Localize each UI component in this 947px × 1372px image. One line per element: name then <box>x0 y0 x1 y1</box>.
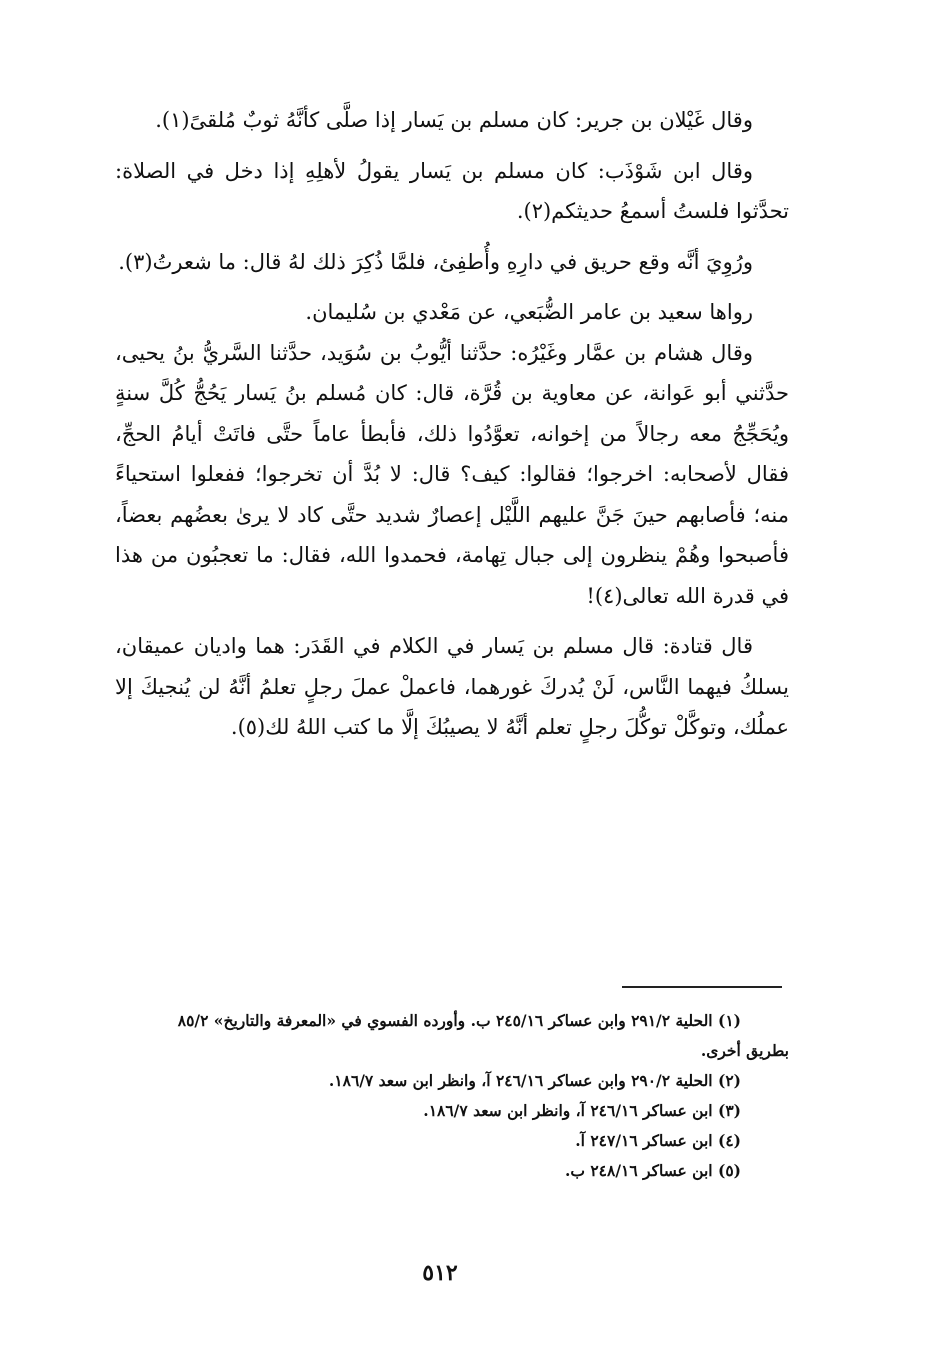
footnote-divider <box>622 986 782 988</box>
paragraph-6: قال قتادة: قال مسلم بن يَسار في الكلام في القَدَر: هما واديان عميقان، يسلكُ فيهما النَّاس، لَنْ يُدركَ غورهما، فاعملْ عملَ رجلٍ تعلمُ أنَّهُ لن يُنجيكَ إلا عملُك، وتوكَّلْ توكُّلَ رجلٍ تعلم أنَّهُ لا يصيبُكَ إلَّا ما كتب اللهُ لك(٥). <box>115 634 789 739</box>
footnote-4: (٤) ابن عساكر ٢٤٧/١٦ آ. <box>575 1131 741 1150</box>
footnote-2: (٢) الحلية ٢٩٠/٢ وابن عساكر ٢٤٦/١٦ آ، وانظر ابن سعد ١٨٦/٧. <box>328 1071 741 1090</box>
footnote-3: (٣) ابن عساكر ٢٤٦/١٦ آ، وانظر ابن سعد ١٨٦/٧. <box>423 1101 741 1120</box>
paragraph-4: رواها سعيد بن عامر الضُّبَعي، عن مَعْدي بن سُليمان. <box>305 300 753 324</box>
paragraph-2: وقال ابن شَوْذَب: كان مسلم بن يَسار يقولُ لأهلِهِ إذا دخل في الصلاة: تحدَّثوا فلستُ أسمعُ حديثكم(٢). <box>115 158 789 223</box>
paragraph-1: وقال غَيْلان بن جرير: كان مسلم بن يَسار إذا صلَّى كأنَّهُ ثوبٌ مُلقىً(١). <box>155 108 753 132</box>
page-number: ٥١٢ <box>422 1260 458 1286</box>
paragraph-5: وقال هشام بن عمَّار وغَيْرُه: حدَّثنا أيُّوبُ بن سُوَيد، حدَّثنا السَّريُّ بنُ يحيى، حدَّثني أبو عَوانة، عن معاوية بن قُرَّة، قال: كان مُسلم بنُ يَسار يَحُجُّ كُلَّ سنةٍ ويُحَجِّجُ معه رجالاً من إخوانه، تعوَّدُوا ذلك، فأبطأ عاماً حتَّى فاتَتْ أيامُ الحجِّ، فقال لأصحابه: اخرجوا؛ فقالوا: كيف؟ قال: لا بُدَّ أن تخرجوا؛ ففعلوا استحياءً منه؛ فأصابهم حينَ جَنَّ عليهم اللَّيْل إعصارٌ شديد حتَّى كاد لا يرىٰ بعضُهم بعضاً، فأصبحوا وهُمْ ينظرون إلى جبال تِهامة، فحمدوا الله، فقال: ما تعجبُون من هذا في قدرة الله تعالى(٤)! <box>115 340 789 608</box>
footnote-1: (١) الحلية ٢٩١/٢ وابن عساكر ٢٤٥/١٦ ب. وأورده الفسوي في «المعرفة والتاريخ» ٨٥/٢ <box>177 1011 741 1030</box>
footnotes <box>115 1006 789 1186</box>
footnote-1-continuation: بطريق أخرى. <box>700 1041 789 1060</box>
footnote-5: (٥) ابن عساكر ٢٤٨/١٦ ب. <box>564 1161 741 1180</box>
main-text <box>115 100 789 748</box>
paragraph-3: ورُوِيَ أنَّه وقع حريق في دارِهِ وأُطفِئ، فلمَّا ذُكِرَ ذلك لهُ قال: ما شعرتُ(٣). <box>118 249 753 274</box>
